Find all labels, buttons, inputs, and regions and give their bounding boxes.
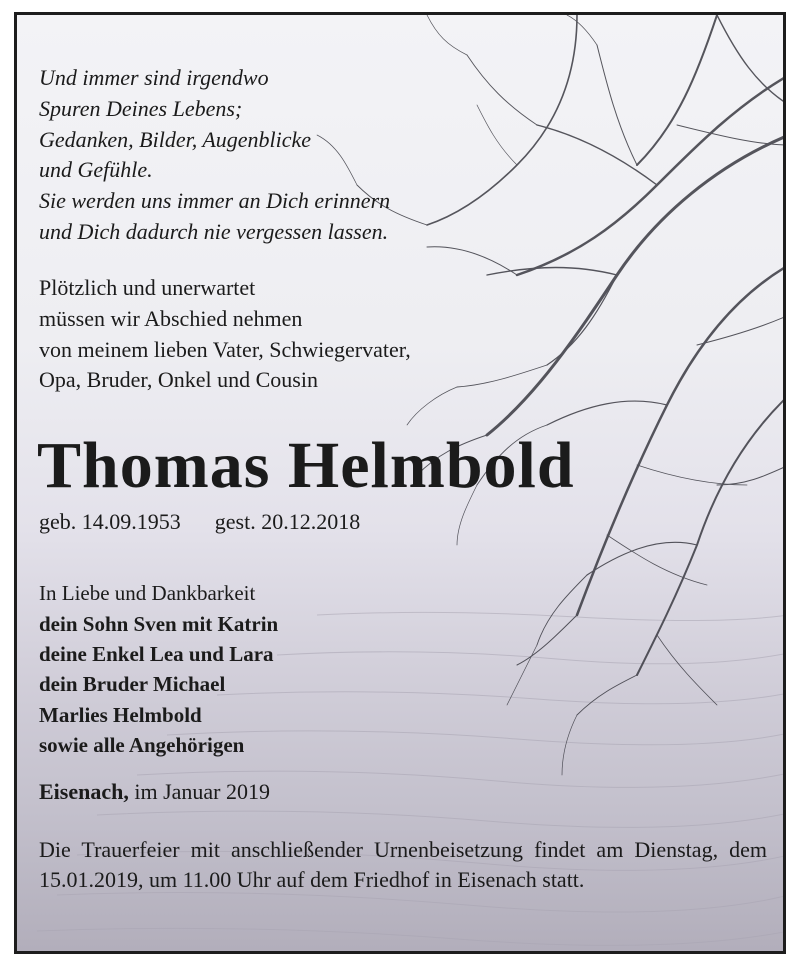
mourner-entry: dein Sohn Sven mit Katrin: [39, 612, 279, 636]
obituary-content: [17, 15, 786, 954]
place-name: Eisenach,: [39, 779, 129, 804]
poem-line: und Gefühle.: [39, 157, 153, 183]
poem-line: Und immer sind irgendwo: [39, 65, 269, 90]
place-and-date: [39, 779, 270, 805]
poem-line: Spuren Deines Lebens;: [39, 95, 243, 121]
obituary-frame: [14, 12, 786, 954]
announcement-intro: [39, 273, 411, 396]
deceased-name: Thomas Helmbold: [37, 429, 575, 502]
life-dates: [39, 509, 360, 535]
mourner-entry: Marlies Helmbold: [39, 702, 202, 727]
mourner-entry: dein Bruder Michael: [39, 672, 226, 697]
funeral-notice: Die Trauerfeier mit anschließender Urnenbeisetzung findet am Dienstag, dem 15.01.2019, um 11.00 Uhr auf dem Friedhof in Eisenach statt.: [39, 837, 767, 892]
announcement-date: im Januar 2019: [134, 779, 271, 804]
intro-line: müssen wir Abschied nehmen: [39, 305, 303, 331]
mourner-entry: deine Enkel Lea und Lara: [39, 642, 274, 667]
mourner-entry: sowie alle Angehörigen: [39, 732, 245, 757]
poem-line: Gedanken, Bilder, Augenblicke: [39, 126, 312, 152]
death-date: gest. 20.12.2018: [214, 509, 361, 534]
poem-line: Sie werden uns immer an Dich erinnern: [39, 188, 391, 214]
mourners-heading: In Liebe und Dankbarkeit: [39, 581, 256, 605]
poem-line: und Dich dadurch nie vergessen lassen.: [39, 218, 389, 244]
intro-line: Opa, Bruder, Onkel und Cousin: [39, 367, 318, 393]
birth-date: geb. 14.09.1953: [39, 509, 181, 534]
memorial-poem: [39, 63, 390, 248]
mourners-list: [39, 609, 278, 760]
intro-line: Plötzlich und unerwartet: [39, 275, 256, 300]
intro-line: von meinem lieben Vater, Schwiegervater,: [39, 336, 411, 362]
